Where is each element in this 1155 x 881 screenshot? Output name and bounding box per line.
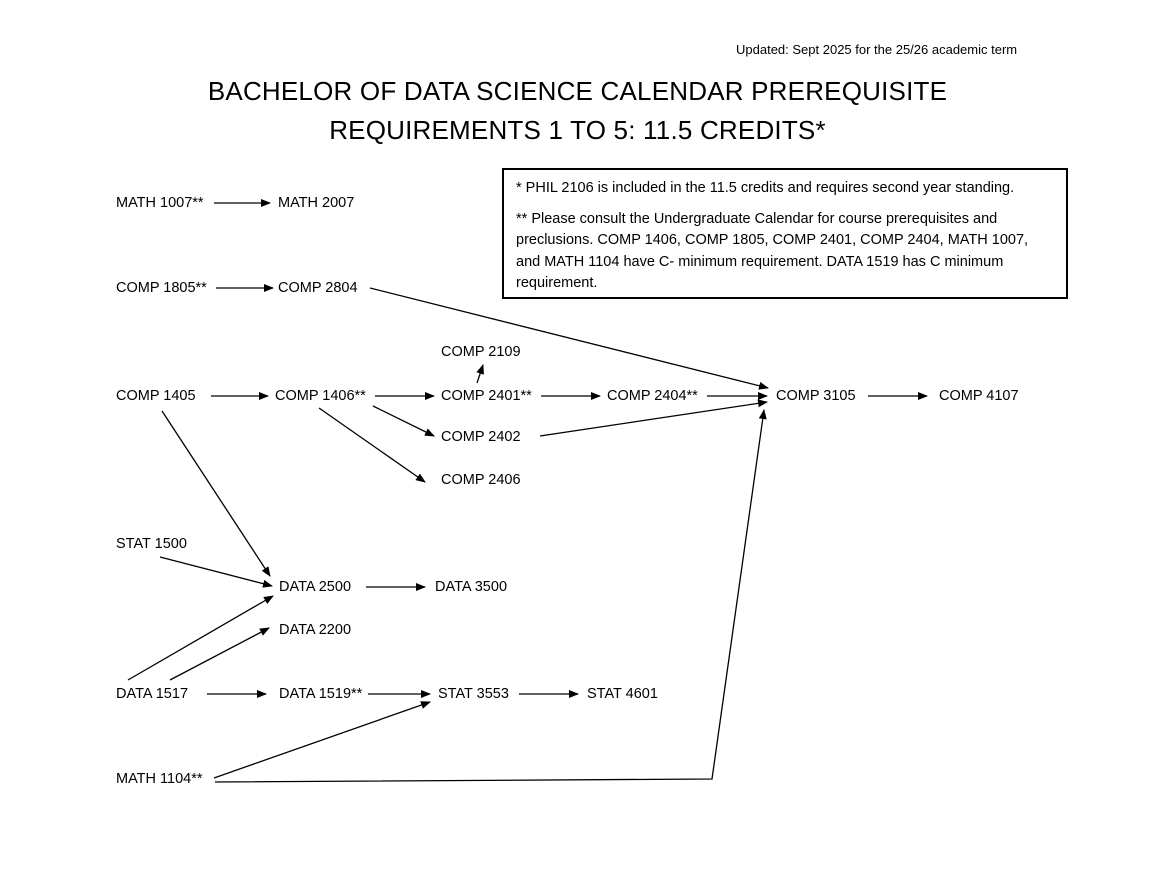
- course-comp2109: COMP 2109: [441, 344, 521, 360]
- course-comp1405: COMP 1405: [116, 388, 196, 404]
- course-comp1805: COMP 1805**: [116, 280, 207, 296]
- course-stat1500: STAT 1500: [116, 536, 187, 552]
- course-stat4601: STAT 4601: [587, 686, 658, 702]
- arrow-comp2402-comp3105: [540, 402, 767, 436]
- arrow-comp2804-comp3105: [370, 288, 768, 388]
- course-data3500: DATA 3500: [435, 579, 508, 595]
- arrow-comp1406-comp2406: [319, 408, 425, 482]
- course-comp1406: COMP 1406**: [275, 388, 366, 404]
- page-title-line2: REQUIREMENTS 1 TO 5: 11.5 CREDITS*: [329, 115, 826, 145]
- course-math1104: MATH 1104**: [116, 771, 203, 787]
- note-prerequisites: ** Please consult the Undergraduate Calendar for course prerequisites and preclusions. COMP 1406, COMP 1805, COMP 2401, COMP 2404, MATH 1007, and MATH 1104 have C- minimum requirement. DATA 1519 has C minimum requirement.: [516, 210, 1029, 291]
- arrow-comp2401-comp2109: [477, 365, 483, 383]
- arrow-data1517-data2200: [170, 628, 269, 680]
- note-phil2106: * PHIL 2106 is included in the 11.5 credits and requires second year standing.: [516, 180, 1015, 196]
- course-data2200: DATA 2200: [279, 622, 352, 638]
- course-comp2804: COMP 2804: [278, 280, 358, 296]
- course-math2007: MATH 2007: [278, 195, 355, 211]
- course-comp3105: COMP 3105: [776, 388, 856, 404]
- course-data1519: DATA 1519**: [279, 686, 363, 702]
- arrow-comp1406-comp2402: [373, 406, 434, 436]
- course-data1517: DATA 1517: [116, 686, 189, 702]
- course-comp2404: COMP 2404**: [607, 388, 698, 404]
- course-data2500: DATA 2500: [279, 579, 352, 595]
- updated-note: Updated: Sept 2025 for the 25/26 academic term: [736, 42, 1018, 57]
- arrow-math1104-stat3553: [214, 702, 430, 778]
- course-comp2402: COMP 2402: [441, 429, 521, 445]
- course-comp2406: COMP 2406: [441, 472, 521, 488]
- course-stat3553: STAT 3553: [438, 686, 509, 702]
- arrow-stat1500-data2500: [160, 557, 272, 586]
- course-math1007: MATH 1007**: [116, 195, 204, 211]
- course-comp2401: COMP 2401**: [441, 388, 532, 404]
- arrow-math1104-comp3105: [215, 410, 764, 782]
- course-comp4107: COMP 4107: [939, 388, 1019, 404]
- page-title-line1: BACHELOR OF DATA SCIENCE CALENDAR PREREQUISITE: [207, 76, 948, 106]
